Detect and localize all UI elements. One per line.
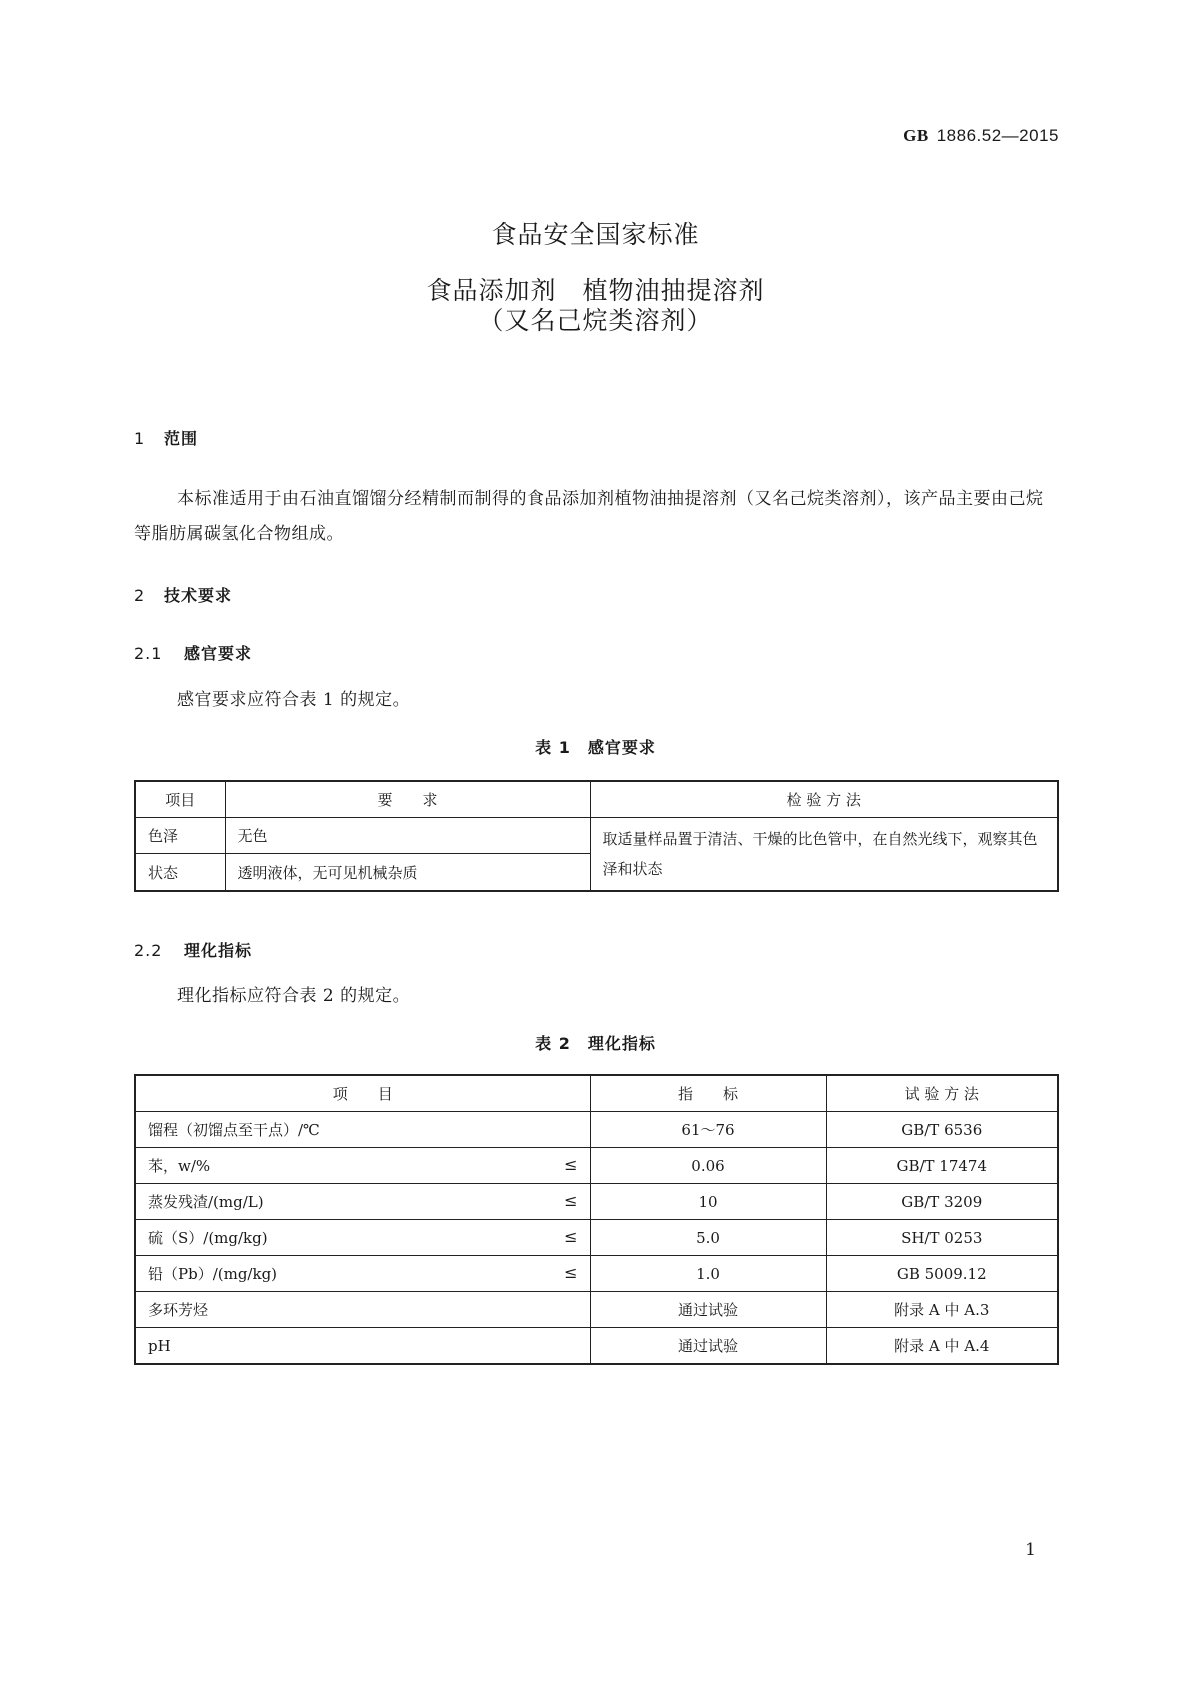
section-2-2-paragraph: [134, 979, 1059, 1014]
table1-cell-requirement: 透明液体，无可见机械杂质: [225, 854, 590, 891]
table2-cell-item: [135, 1292, 590, 1328]
table2-header-value: 指 标: [590, 1075, 826, 1112]
section-1-paragraph: [134, 482, 1059, 552]
table2-cell-value: 通过试验: [590, 1328, 826, 1365]
table1-header-requirement: 要 求: [225, 781, 590, 818]
table2-cell-value: 5.0: [590, 1220, 826, 1256]
section-2-heading: [134, 583, 232, 606]
table2-item-label: 多环芳烃: [148, 1301, 209, 1319]
table2-header-method: 试 验 方 法: [826, 1075, 1058, 1112]
section-2-2-number: 2.2: [134, 941, 163, 960]
table2-item-label: 铅（Pb）/(mg/kg): [148, 1265, 278, 1283]
table-row: [135, 818, 1058, 854]
section-1-text: 本标准适用于由石油直馏馏分经精制而制得的食品添加剂植物油抽提溶剂（又名己烷类溶剂），该产品主要由己烷等脂肪属碳氢化合物组成。: [134, 489, 1044, 544]
table2-cell-method: GB 5009.12: [826, 1256, 1058, 1292]
table2-physicochemical: [134, 1074, 1059, 1365]
section-2-title: 技术要求: [164, 586, 233, 605]
table1-sensory: [134, 780, 1059, 892]
table2-cell-item: [135, 1220, 590, 1256]
section-1-title: 范围: [164, 429, 199, 448]
le-symbol: ≤: [564, 1191, 578, 1210]
table-header-row: [135, 1075, 1058, 1112]
le-symbol: ≤: [564, 1263, 578, 1282]
doc-title-line3: （又名己烷类溶剂）: [478, 306, 713, 335]
table-row: [135, 1220, 1058, 1256]
section-2-number: 2: [134, 586, 146, 605]
table-row: [135, 1148, 1058, 1184]
standard-code-prefix: GB: [903, 126, 929, 145]
table2-cell-item: [135, 1328, 590, 1365]
section-2-1-paragraph: [134, 683, 1059, 718]
section-2-2-text: 理化指标应符合表 2 的规定。: [177, 986, 411, 1006]
standard-code: [903, 126, 1059, 146]
section-2-2-heading: [134, 938, 252, 961]
table1-header-item: 项目: [135, 781, 225, 818]
table2-header-item: 项 目: [135, 1075, 590, 1112]
table2-cell-method: GB/T 3209: [826, 1184, 1058, 1220]
doc-title-line1: 食品安全国家标准: [491, 220, 700, 249]
section-2-1-number: 2.1: [134, 644, 163, 663]
table2-caption: 表 2 理化指标: [535, 1034, 656, 1053]
table2-cell-item: [135, 1256, 590, 1292]
table1-cell-item: 色泽: [135, 818, 225, 854]
table1-cell-requirement: 无色: [225, 818, 590, 854]
page-number: 1: [1025, 1540, 1036, 1560]
table2-item-label: 蒸发残渣/(mg/L): [148, 1193, 264, 1211]
table2-cell-item: [135, 1112, 590, 1148]
table2-cell-method: 附录 A 中 A.3: [826, 1292, 1058, 1328]
section-2-1-heading: [134, 641, 252, 664]
doc-title-line2: 食品添加剂 植物油抽提溶剂: [426, 276, 765, 305]
table1-header-method: 检 验 方 法: [590, 781, 1058, 818]
table2-cell-value: 61～76: [590, 1112, 826, 1148]
le-symbol: ≤: [564, 1155, 578, 1174]
table1-cell-method: 取适量样品置于清洁、干燥的比色管中，在自然光线下，观察其色泽和状态: [590, 818, 1058, 892]
section-2-2-title: 理化指标: [184, 941, 253, 960]
table2-cell-item: [135, 1184, 590, 1220]
table2-cell-item: [135, 1148, 590, 1184]
section-2-1-title: 感官要求: [184, 644, 253, 663]
table-row: [135, 1112, 1058, 1148]
table2-cell-method: 附录 A 中 A.4: [826, 1328, 1058, 1365]
table2-cell-value: 通过试验: [590, 1292, 826, 1328]
le-symbol: ≤: [564, 1227, 578, 1246]
table1-caption: 表 1 感官要求: [535, 738, 656, 757]
table2-cell-method: SH/T 0253: [826, 1220, 1058, 1256]
section-1-number: 1: [134, 429, 146, 448]
section-2-1-text: 感官要求应符合表 1 的规定。: [177, 690, 411, 710]
table1-cell-item: 状态: [135, 854, 225, 891]
table2-cell-value: 0.06: [590, 1148, 826, 1184]
table2-item-label: 馏程（初馏点至干点）/℃: [148, 1121, 320, 1139]
table2-cell-method: GB/T 17474: [826, 1148, 1058, 1184]
table2-cell-value: 1.0: [590, 1256, 826, 1292]
table2-item-label: 苯，w/%: [148, 1157, 211, 1175]
table2-item-label: 硫（S）/(mg/kg): [148, 1229, 268, 1247]
table-header-row: [135, 781, 1058, 818]
table-row: [135, 1292, 1058, 1328]
table-row: [135, 1256, 1058, 1292]
section-1-heading: [134, 426, 198, 449]
table-row: [135, 1328, 1058, 1365]
standard-code-number: 1886.52—2015: [936, 126, 1059, 145]
table2-cell-method: GB/T 6536: [826, 1112, 1058, 1148]
table2-cell-value: 10: [590, 1184, 826, 1220]
table-row: [135, 1184, 1058, 1220]
table2-item-label: pH: [148, 1336, 171, 1355]
